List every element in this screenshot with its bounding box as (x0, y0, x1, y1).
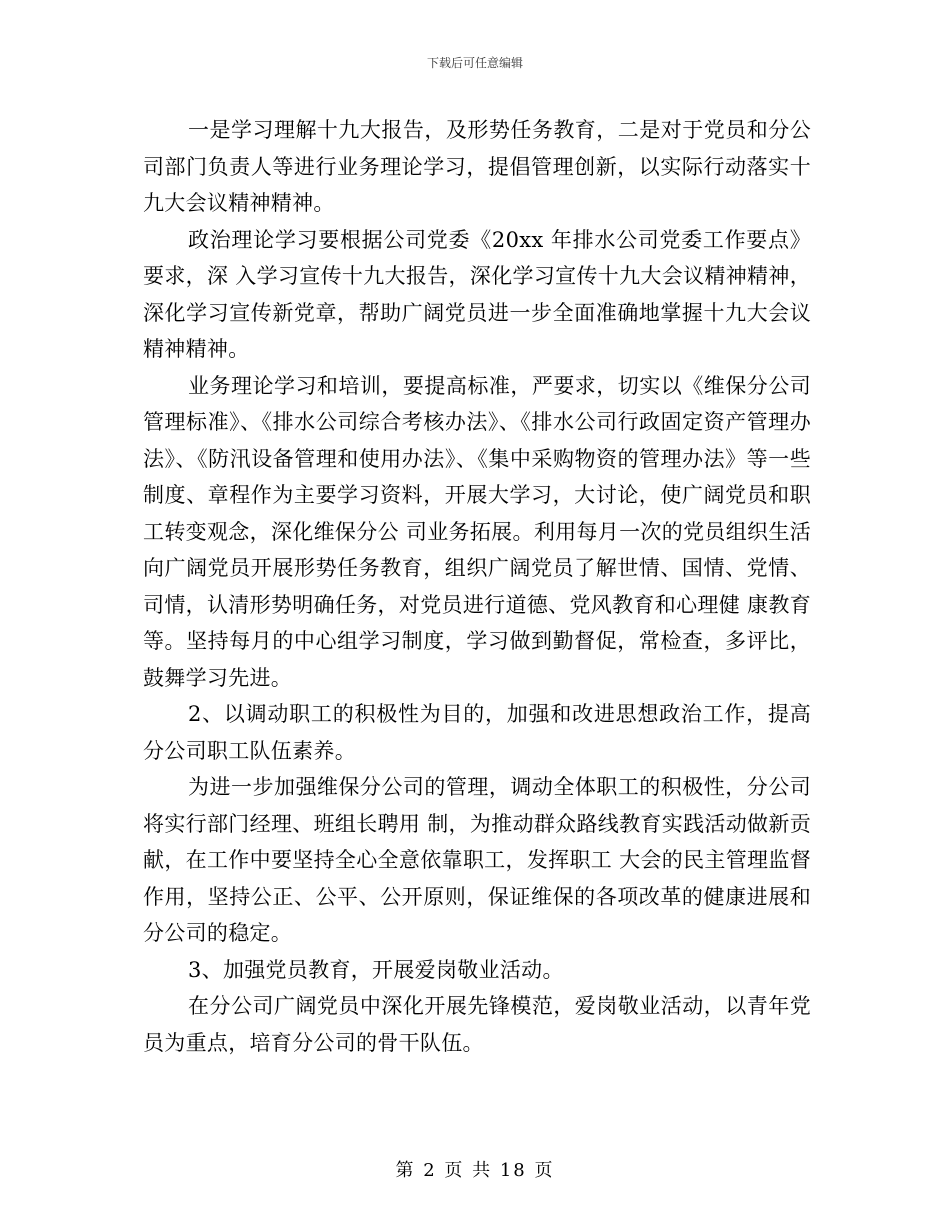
page-header: 下载后可任意编辑 (426, 56, 523, 70)
paragraph-7: 在分公司广阔党员中深化开展先锋模范，爱岗敬业活动，以青年党员为重点，培育分公司的骨干队伍。 (143, 994, 811, 1055)
page-number-footer: 第 2 页 共 18 页 (395, 1160, 555, 1181)
paragraph-3: 业务理论学习和培训，要提高标准，严要求，切实以《维保分公司管理标准》、《排水公司综合考核办法》、《排水公司行政固定资产管理办法》、《防汛设备管理和使用办法》、《集中采购物资的管理办法》等一些制度、章程作为主要学习资料，开展大学习，大讨论，使广阔党员和职工转变观念，深化维保分公 司业务拓展。利用每月一次的党员组织生活向广阔党员开展形势任务教育，组织广阔党员了解世情、国情、党情、司情，认清形势明确任务，对党员进行道德、党风教育和心理健 康教育等。坚持每月的中心组学习制度，学习做到勤督促，常检查，多评比，鼓舞学习先进。 (143, 373, 811, 690)
paragraph-1: 一是学习理解十九大报告，及形势任务教育，二是对于党员和分公司部门负责人等进行业务理论学习，提倡管理创新，以实际行动落实十九大会议精神精神。 (143, 118, 811, 215)
paragraph-5: 为进一步加强维保分公司的管理，调动全体职工的积极性，分公司将实行部门经理、班组长聘用 制，为推动群众路线教育实践活动做新贡献，在工作中要坚持全心全意依靠职工，发挥职工 大会的民主管理监督作用，坚持公正、公平、公开原则，保证维保的各项改革的健康进展和分公司的稳定。 (143, 775, 811, 945)
document-body (143, 112, 811, 1061)
paragraph-4: 2、以调动职工的积极性为目的，加强和改进思想政治工作，提高分公司职工队伍素养。 (143, 702, 811, 763)
paragraph-2: 政治理论学习要根据公司党委《20xx 年排水公司党委工作要点》要求，深 入学习宣传十九大报告，深化学习宣传十九大会议精神精神，深化学习宣传新党章，帮助广阔党员进一步全面准确地掌握十九大会议精神精神。 (143, 227, 811, 361)
paragraph-6: 3、加强党员教育，开展爱岗敬业活动。 (188, 957, 564, 982)
